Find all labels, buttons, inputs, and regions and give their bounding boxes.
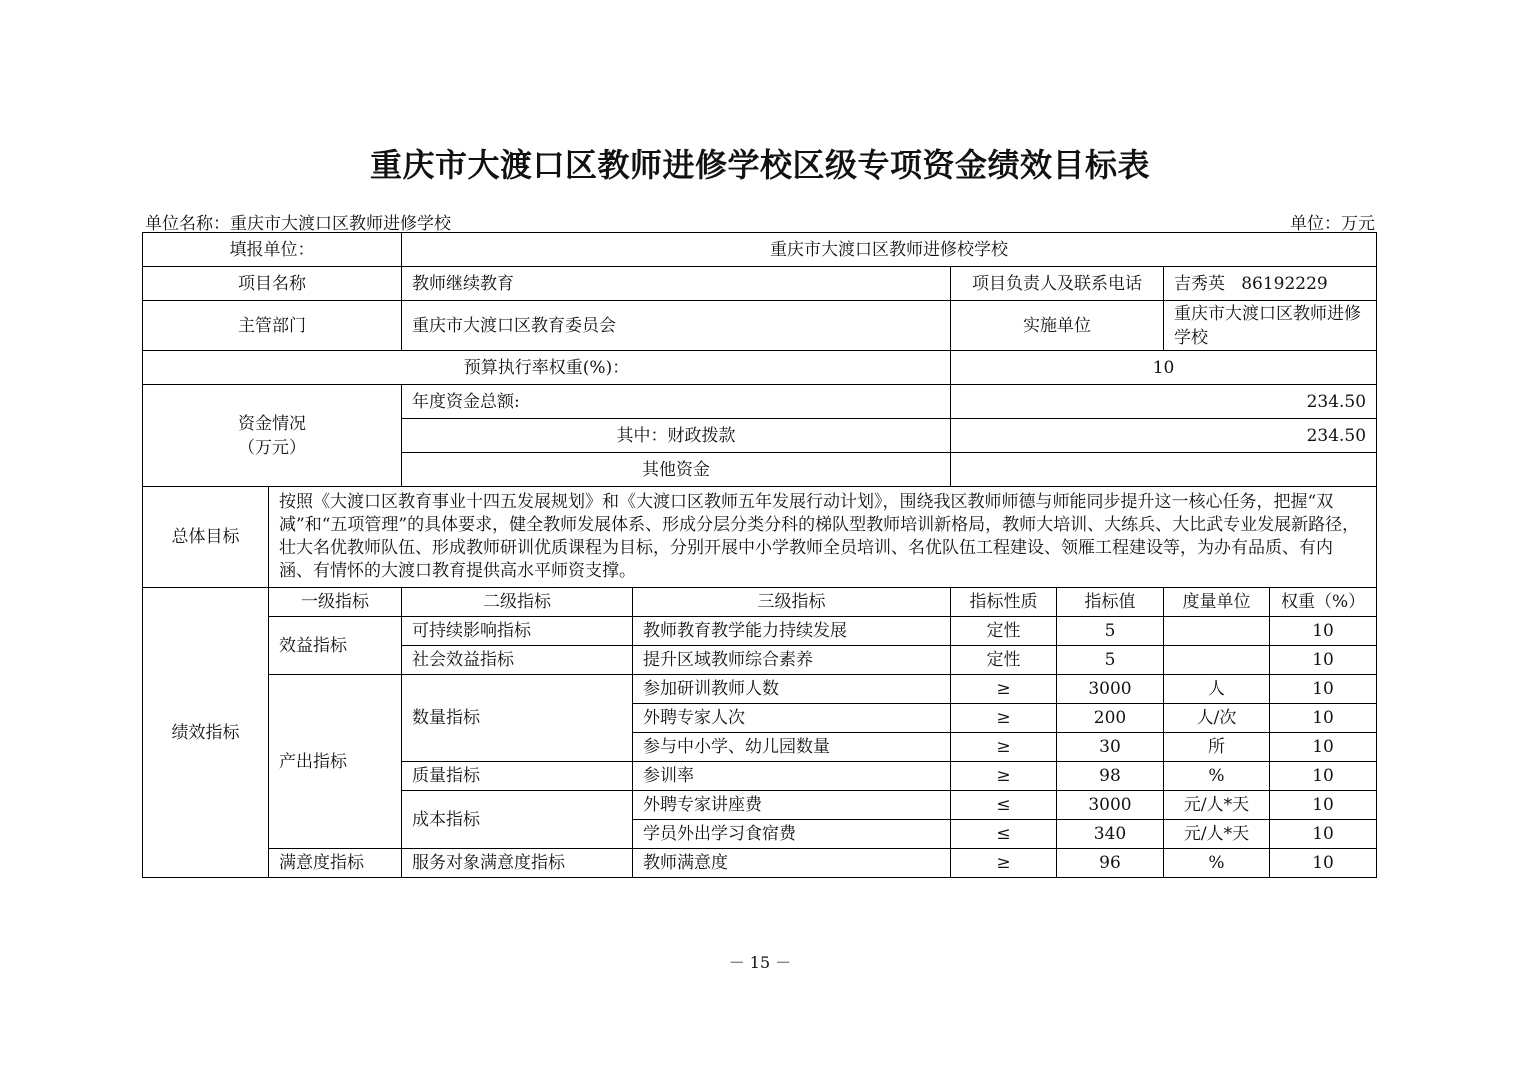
table-row <box>143 617 1377 646</box>
dept-value: 重庆市大渡口区教育委员会 <box>402 301 951 351</box>
level2-social: 社会效益指标 <box>402 646 633 675</box>
level2-quantity: 数量指标 <box>402 675 633 762</box>
unit-cell: 元/人*天 <box>1164 791 1270 820</box>
level3-cell: 提升区域教师综合素养 <box>633 646 951 675</box>
project-name-value: 教师继续教育 <box>402 267 951 301</box>
weight-cell: 10 <box>1270 733 1377 762</box>
nature-cell: ≥ <box>951 849 1057 878</box>
nature-cell: ≤ <box>951 820 1057 849</box>
funds-other-value <box>951 453 1377 487</box>
level3-cell: 参加研训教师人数 <box>633 675 951 704</box>
level2-quality: 质量指标 <box>402 762 633 791</box>
unit-cell <box>1164 646 1270 675</box>
value-cell: 200 <box>1057 704 1164 733</box>
goal-row <box>143 487 1377 588</box>
budget-rate-label: 预算执行率权重(%)： <box>143 351 951 385</box>
header-value: 指标值 <box>1057 588 1164 617</box>
weight-cell: 10 <box>1270 849 1377 878</box>
header-level3: 三级指标 <box>633 588 951 617</box>
weight-cell: 10 <box>1270 791 1377 820</box>
value-cell: 5 <box>1057 646 1164 675</box>
value-cell: 5 <box>1057 617 1164 646</box>
unit-cell: 元/人*天 <box>1164 820 1270 849</box>
level3-cell: 参训率 <box>633 762 951 791</box>
unit-cell: 人 <box>1164 675 1270 704</box>
dept-row <box>143 301 1377 351</box>
weight-cell: 10 <box>1270 675 1377 704</box>
weight-cell: 10 <box>1270 617 1377 646</box>
header-unit: 度量单位 <box>1164 588 1270 617</box>
weight-cell: 10 <box>1270 820 1377 849</box>
project-name-label: 项目名称 <box>143 267 402 301</box>
value-cell: 3000 <box>1057 675 1164 704</box>
budget-rate-value: 10 <box>951 351 1377 385</box>
funds-fiscal-label: 其中：财政拨款 <box>402 419 951 453</box>
unit-cell: % <box>1164 762 1270 791</box>
nature-cell: ≥ <box>951 733 1057 762</box>
budget-rate-row <box>143 351 1377 385</box>
nature-cell: ≤ <box>951 791 1057 820</box>
funds-other-label: 其他资金 <box>402 453 951 487</box>
project-contact-value: 吉秀英 86192229 <box>1164 267 1377 301</box>
nature-cell: ≥ <box>951 762 1057 791</box>
level2-cost: 成本指标 <box>402 791 633 849</box>
level3-cell: 教师教育教学能力持续发展 <box>633 617 951 646</box>
header-nature: 指标性质 <box>951 588 1057 617</box>
nature-cell: 定性 <box>951 617 1057 646</box>
funds-fiscal-value: 234.50 <box>951 419 1377 453</box>
table-row <box>143 849 1377 878</box>
performance-target-table <box>142 232 1377 878</box>
perf-label: 绩效指标 <box>143 588 269 878</box>
unit-cell: 所 <box>1164 733 1270 762</box>
value-cell: 30 <box>1057 733 1164 762</box>
level1-output: 产出指标 <box>269 675 402 849</box>
header-weight: 权重（%） <box>1270 588 1377 617</box>
currency-unit-label: 单位：万元 <box>1290 214 1375 234</box>
fill-unit-value: 重庆市大渡口区教师进修校学校 <box>402 233 1377 267</box>
funds-total-value: 234.50 <box>951 385 1377 419</box>
unit-name-label: 单位名称：重庆市大渡口区教师进修学校 <box>145 214 451 234</box>
weight-cell: 10 <box>1270 762 1377 791</box>
value-cell: 3000 <box>1057 791 1164 820</box>
level3-cell: 参与中小学、幼儿园数量 <box>633 733 951 762</box>
value-cell: 98 <box>1057 762 1164 791</box>
nature-cell: ≥ <box>951 675 1057 704</box>
project-row <box>143 267 1377 301</box>
level3-cell: 学员外出学习食宿费 <box>633 820 951 849</box>
project-contact-label: 项目负责人及联系电话 <box>951 267 1164 301</box>
value-cell: 96 <box>1057 849 1164 878</box>
funds-label-line2: （万元） <box>238 437 306 458</box>
header-level1: 一级指标 <box>269 588 402 617</box>
page-number: － 15 － <box>728 953 792 972</box>
unit-cell <box>1164 617 1270 646</box>
fill-unit-label: 填报单位： <box>143 233 402 267</box>
goal-label: 总体目标 <box>143 487 269 588</box>
header-level2: 二级指标 <box>402 588 633 617</box>
weight-cell: 10 <box>1270 646 1377 675</box>
goal-text: 按照《大渡口区教育事业十四五发展规划》和《大渡口区教师五年发展行动计划》，围绕我区教师师德与师能同步提升这一核心任务，把握“双减”和“五项管理”的具体要求，健全教师发展体系、形成分层分类分科的梯队型教师培训新格局，教师大培训、大练兵、大比武专业发展新路径，壮大名优教师队伍、形成教师研训优质课程为目标，分别开展中小学教师全员培训、名优队伍工程建设、领雁工程建设等，为办有品质、有内涵、有情怀的大渡口教育提供高水平师资支撑。 <box>269 487 1377 588</box>
level1-satisfaction: 满意度指标 <box>269 849 402 878</box>
nature-cell: ≥ <box>951 704 1057 733</box>
nature-cell: 定性 <box>951 646 1057 675</box>
page-title: 重庆市大渡口区教师进修学校区级专项资金绩效目标表 <box>369 146 1150 184</box>
unit-cell: % <box>1164 849 1270 878</box>
perf-header-row <box>143 588 1377 617</box>
table-row <box>143 675 1377 704</box>
level2-sustain: 可持续影响指标 <box>402 617 633 646</box>
impl-unit-label: 实施单位 <box>951 301 1164 351</box>
level1-benefit: 效益指标 <box>269 617 402 675</box>
fill-unit-row <box>143 233 1377 267</box>
funds-total-row <box>143 385 1377 419</box>
funds-total-label: 年度资金总额: <box>402 385 951 419</box>
funds-label-line1: 资金情况 <box>238 413 306 434</box>
level3-cell: 外聘专家讲座费 <box>633 791 951 820</box>
funds-label <box>143 385 402 487</box>
level3-cell: 外聘专家人次 <box>633 704 951 733</box>
level3-cell: 教师满意度 <box>633 849 951 878</box>
dept-label: 主管部门 <box>143 301 402 351</box>
unit-cell: 人/次 <box>1164 704 1270 733</box>
weight-cell: 10 <box>1270 704 1377 733</box>
level2-service: 服务对象满意度指标 <box>402 849 633 878</box>
impl-unit-value: 重庆市大渡口区教师进修学校 <box>1164 301 1377 351</box>
value-cell: 340 <box>1057 820 1164 849</box>
